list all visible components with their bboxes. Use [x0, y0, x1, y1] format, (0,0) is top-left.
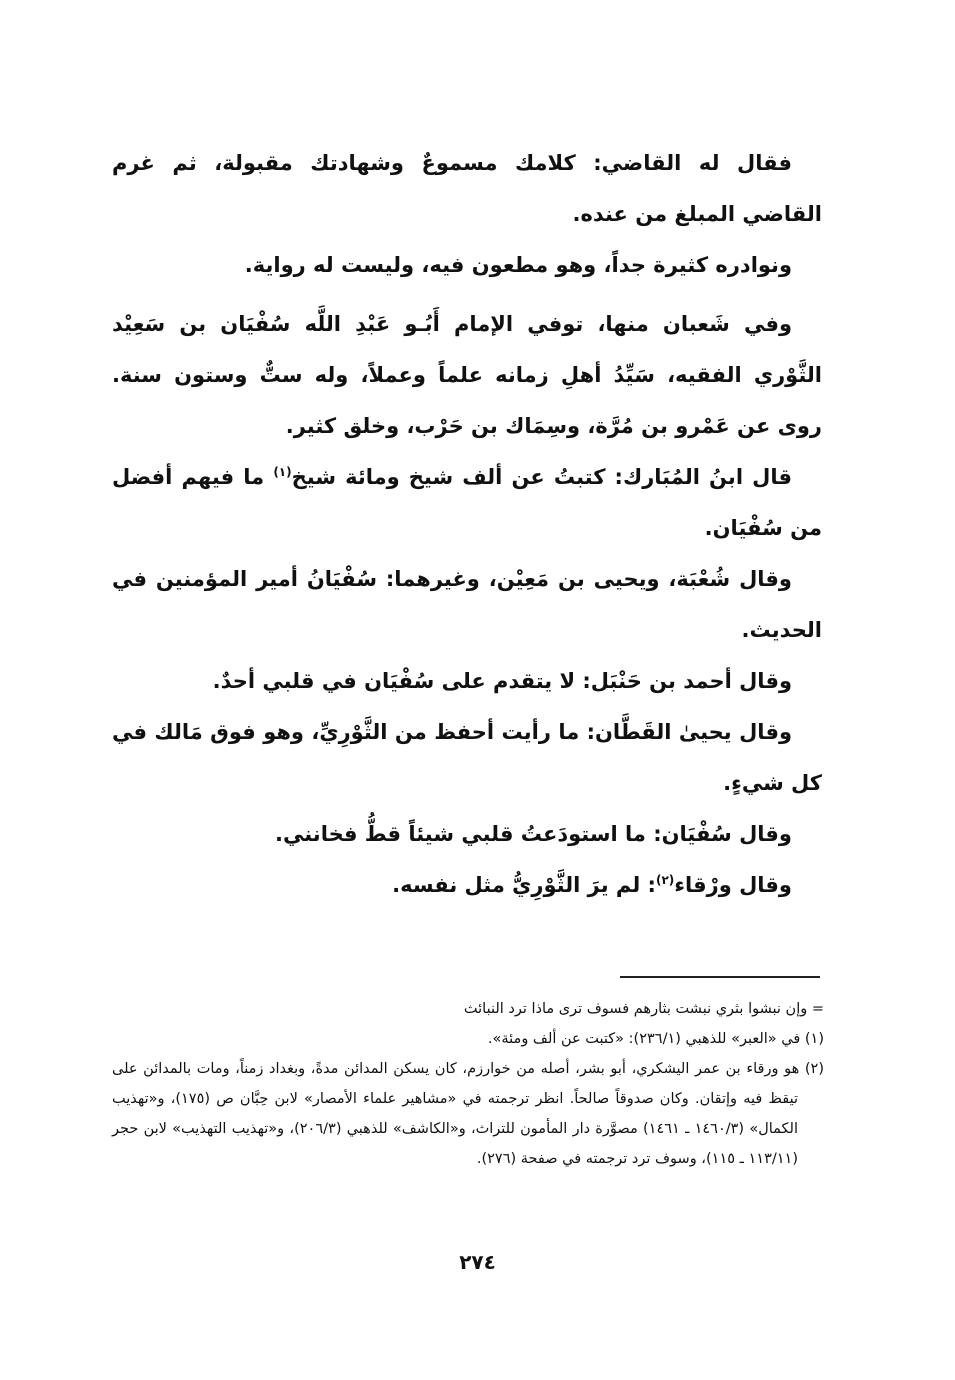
warqa-text-end: : لم يرَ الثَّوْرِيُّ مثل نفسه.: [392, 873, 656, 897]
paragraph-judge: فقال له القاضي: كلامك مسموعٌ وشهادتك مقبولة، ثم غرم القاضي المبلغ من عنده.: [112, 151, 822, 226]
paragraph-sufyan-quote: وقال سُفْيَان: ما استودَعتُ قلبي شيئاً قطُّ فخانني.: [275, 822, 792, 846]
footnote-separator: [620, 976, 820, 978]
page-number: ٢٧٤: [459, 1250, 496, 1274]
main-text: [112, 138, 822, 911]
paragraph-qattan: وقال يحيىٰ القَطَّان: ما رأيت أحفظ من الثَّوْرِيِّ، وهو فوق مَالك في كل شيءٍ.: [112, 720, 822, 795]
paragraph-shuba: وقال شُعْبَة، ويحيى بن مَعِيْن، وغيرهما: سُفْيَانُ أمير المؤمنين في الحديث.: [112, 567, 822, 642]
footnote-verse: = وإن نبشوا بثري نبشت بثارهم فسوف ترى ماذا ترد النبائث: [463, 1001, 824, 1017]
paragraph-ahmad: وقال أحمد بن حَنْبَل: لا يتقدم على سُفْيَان في قلبي أحدٌ.: [212, 669, 792, 693]
ibn-mubarak-text: قال ابنُ المُبَارك: كتبتُ عن ألف شيخ ومائة شيخ: [291, 465, 793, 489]
ibn-mubarak-text-end: ما فيهم أفضل من سُفْيَان.: [112, 465, 822, 540]
footnotes: [112, 994, 824, 1174]
warqa-text: وقال ورْقاء: [674, 873, 792, 897]
paragraph-sufyan-death: وفي شَعبان منها، توفي الإمام أَبُـو عَبْدِ اللَّه سُفْيَان بن سَعِيْد الثَّوْري الفقيه، سَيِّدُ أهلِ زمانه علماً وعملاً، وله ستٌّ وستون سنة. روى عن عَمْرو بن مُرَّة، وسِمَاك بن حَرْب، وخلق كثير.: [112, 312, 822, 438]
footnote-1: (١) في «العبر» للذهبي (٢٣٦/١): «كتبت عن ألف ومئة».: [487, 1031, 824, 1047]
footnote-2: (٢) هو ورقاء بن عمر اليشكري، أبو بشر، أصله من خوارزم، كان يسكن المدائن مدةً، وبغداد زمناً، ومات بالمدائن على تيقظ فيه وإتقان. وكان صدوقاً صالحاً. انظر ترجمته في «مشاهير علماء الأمصار» لابن حِبَّان ص (١٧٥)، و«تهذيب الكمال» (١٤٦٠/٣ ـ ١٤٦١) مصوَّرة دار المأمون للتراث، و«الكاشف» للذهبي (٢٠٦/٣)، و«تهذيب التهذيب» لابن حجر (١١٣/١١ ـ ١١٥)، وسوف ترد ترجمته في صفحة (٢٧٦).: [112, 1061, 824, 1167]
footnote-ref-2: (٢): [655, 873, 675, 887]
paragraph-anecdotes: ونوادره كثيرة جداً، وهو مطعون فيه، وليست له رواية.: [244, 253, 792, 277]
footnote-ref-1: (١): [273, 465, 292, 479]
paragraph-warqa: [112, 860, 822, 911]
paragraph-ibn-mubarak: [112, 452, 822, 554]
